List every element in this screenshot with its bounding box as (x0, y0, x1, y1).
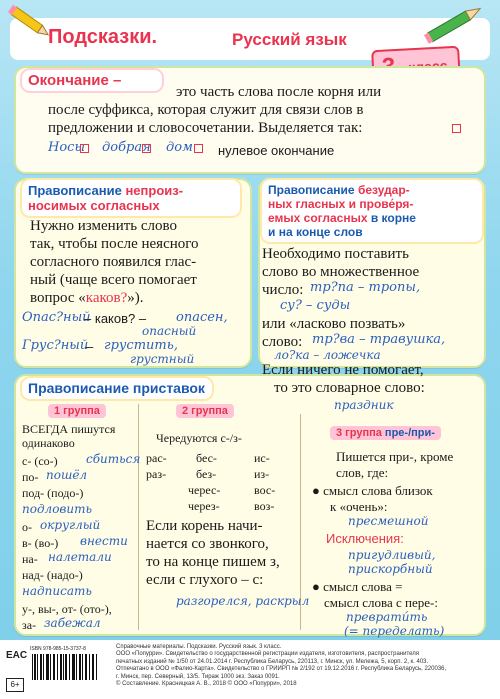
page-subtitle: Русский язык (232, 30, 347, 49)
unpronounceable-line: Нужно изменить слово (30, 218, 177, 234)
group1-example: забежал (44, 616, 101, 630)
pencil-icon (420, 0, 490, 46)
group2-cell: бес- (196, 451, 217, 465)
group1-line: в- (во-) (22, 536, 59, 550)
group2-cell: из- (254, 467, 270, 481)
group1-line: у-, вы-, от- (ото-), (22, 602, 112, 616)
page-title: Подсказки. (48, 26, 158, 48)
unstressed-example: тр?ва – травушка, (312, 332, 446, 347)
group3-bullet: ● смысл слова близок (312, 483, 433, 498)
group1-line: о- (22, 520, 32, 534)
group2-line: Если корень начи- (146, 518, 263, 534)
group2-cell: вос- (254, 483, 276, 497)
column-divider (138, 404, 139, 630)
group3-bullet: ● смысл слова = (312, 579, 403, 594)
group1-line: на- (22, 552, 38, 566)
group1-line: ВСЕГДА пишутся (22, 422, 116, 436)
unstressed-example: тр?па – тропы, (310, 280, 421, 295)
group2-cell: ис- (254, 451, 270, 465)
unpronounceable-line: так, чтобы после неясного (30, 236, 199, 252)
group2-cell: черес- (188, 483, 221, 497)
group2-line: если с глухого – с: (146, 572, 264, 588)
group1-example: подловить (22, 502, 93, 516)
barcode-icon (30, 652, 100, 686)
group3-example: пригудливый, (348, 548, 436, 562)
group2-line: Чередуются с-/з- (156, 431, 242, 445)
unstressed-line: Необходимо поставить (262, 246, 409, 262)
unpronounceable-example: опасный (142, 324, 197, 338)
group3-example: (= переделать) (344, 624, 445, 638)
group3-exceptions: Исключения: (326, 531, 404, 546)
group1-line: с- (со-) (22, 454, 58, 468)
group-tag: 3 группа пре-/при- (330, 426, 441, 440)
group1-example: внести (80, 534, 128, 548)
ending-example: Носы (48, 140, 86, 155)
ending-line: предложении и словосочетании. Выделяется так: (48, 120, 363, 136)
group1-line: над- (надо-) (22, 568, 83, 582)
group2-cell: раз- (146, 467, 167, 481)
group-tag: 1 группа (48, 404, 106, 418)
unpronounceable-line: вопрос «каков?»). (30, 290, 144, 306)
group3-line: Пишется при-, кроме (336, 449, 454, 464)
ending-heading: Окончание – (22, 70, 162, 91)
unpronounceable-example: Грус?ный (22, 338, 89, 353)
unpronounceable-line: ный (чаще всего помогает (30, 272, 197, 288)
isbn: ISBN 978-985-15-3737-8 (30, 646, 86, 652)
group2-line: то на конце пишем з, (146, 554, 280, 570)
unpronounceable-line: согласного появился глас- (30, 254, 197, 270)
group1-line: одинаково (22, 436, 75, 450)
footer-text: Справочные материалы. Подсказки. Русский язык. 3 класс. ООО «Попурри». Свидетельство о государственной регистрации издателя, изготовителя, распространителя печатных изданий № 1/50 от 24.01.2014 г. Республика Беларусь, 220113, г. Минск, ул. Мележа, 5, корп. 2, к. 403. Отпечатано в ООО «Фалио-Карта». Свидетельство о ГРИИРП № 2/192 от 19.12.2016 г. Республика Беларусь, 220036, г. Минск, пер. Северный, 13/5. Тираж 1000 экз. Заказ 0091. © Составление. Красницкая А. В., 2018 © ООО «Попурри», 2018 (116, 644, 447, 688)
group1-example: сбиться (86, 452, 141, 466)
group3-line: слов, где: (336, 465, 389, 480)
unstressed-line: слово: (262, 334, 303, 350)
group2-cell: без- (196, 467, 217, 481)
unpronounceable-heading: Правописание непроиз- носимых согласных (22, 180, 240, 216)
unpronounceable-example: грустить, (104, 338, 178, 353)
prefix-heading: Правописание приставок (22, 378, 212, 399)
unstressed-line: Если ничего не помогает, (262, 362, 424, 378)
unpronounceable-example: грустный (130, 352, 195, 366)
ending-line: это часть слова после корня или (176, 84, 382, 100)
group1-line: за- (22, 618, 37, 632)
unstressed-line: то это словарное слово: (274, 380, 425, 396)
group1-example: округлый (40, 518, 101, 532)
ending-box-icon (80, 144, 89, 153)
group2-cell: через- (188, 499, 220, 513)
unstressed-example: ло?ка – ложечка (274, 348, 381, 362)
group2-cell: рас- (146, 451, 167, 465)
unstressed-example: праздник (334, 398, 394, 412)
group2-cell: воз- (254, 499, 275, 513)
group1-line: по- (22, 470, 39, 484)
ending-box-icon (452, 124, 461, 133)
group1-example: пошёл (46, 468, 88, 482)
group1-example: надписать (22, 584, 92, 598)
unstressed-line: число: (262, 282, 304, 298)
ending-box-icon (142, 144, 151, 153)
group3-example: прискорбный (348, 562, 433, 576)
pencil-icon (4, 2, 54, 42)
unstressed-line: слово во множественное (262, 264, 420, 280)
ending-box-icon (194, 144, 203, 153)
group-tag: 2 группа (176, 404, 234, 418)
group3-example: преврати́ть (346, 610, 428, 624)
group1-example: налетали (48, 550, 112, 564)
unstressed-example: су? – суды (280, 298, 351, 313)
group1-line: под- (подо-) (22, 486, 84, 500)
ending-zero-label: нулевое окончание (218, 143, 335, 158)
unpronounceable-question: – каков? – (84, 311, 147, 326)
unpronounceable-example: Опас?ный (22, 310, 91, 325)
age-rating: 6+ (6, 678, 24, 692)
group3-bullet-cont: к «очень»: (330, 499, 388, 514)
ending-line: после суффикса, которая служит для связи слов в (48, 102, 364, 118)
group2-line: нается со звонкого, (146, 536, 269, 552)
unpronounceable-dash: – (86, 339, 94, 354)
unstressed-line: или «ласково позвать» (262, 316, 406, 332)
group2-example: разгорелся, раскрыл (176, 594, 310, 608)
ending-example: дом (166, 140, 193, 155)
ending-example: добрая (102, 140, 151, 155)
eac-mark: EAC (6, 650, 28, 661)
group3-bullet-cont: смысл слова с пере-: (324, 595, 438, 610)
group3-example: пресмешной (348, 514, 429, 528)
unpronounceable-example: опасен, (176, 310, 228, 325)
unstressed-heading: Правописание безудар- ных гласных и прове́ря- емых согласных в корне и на конце слов (262, 180, 482, 242)
